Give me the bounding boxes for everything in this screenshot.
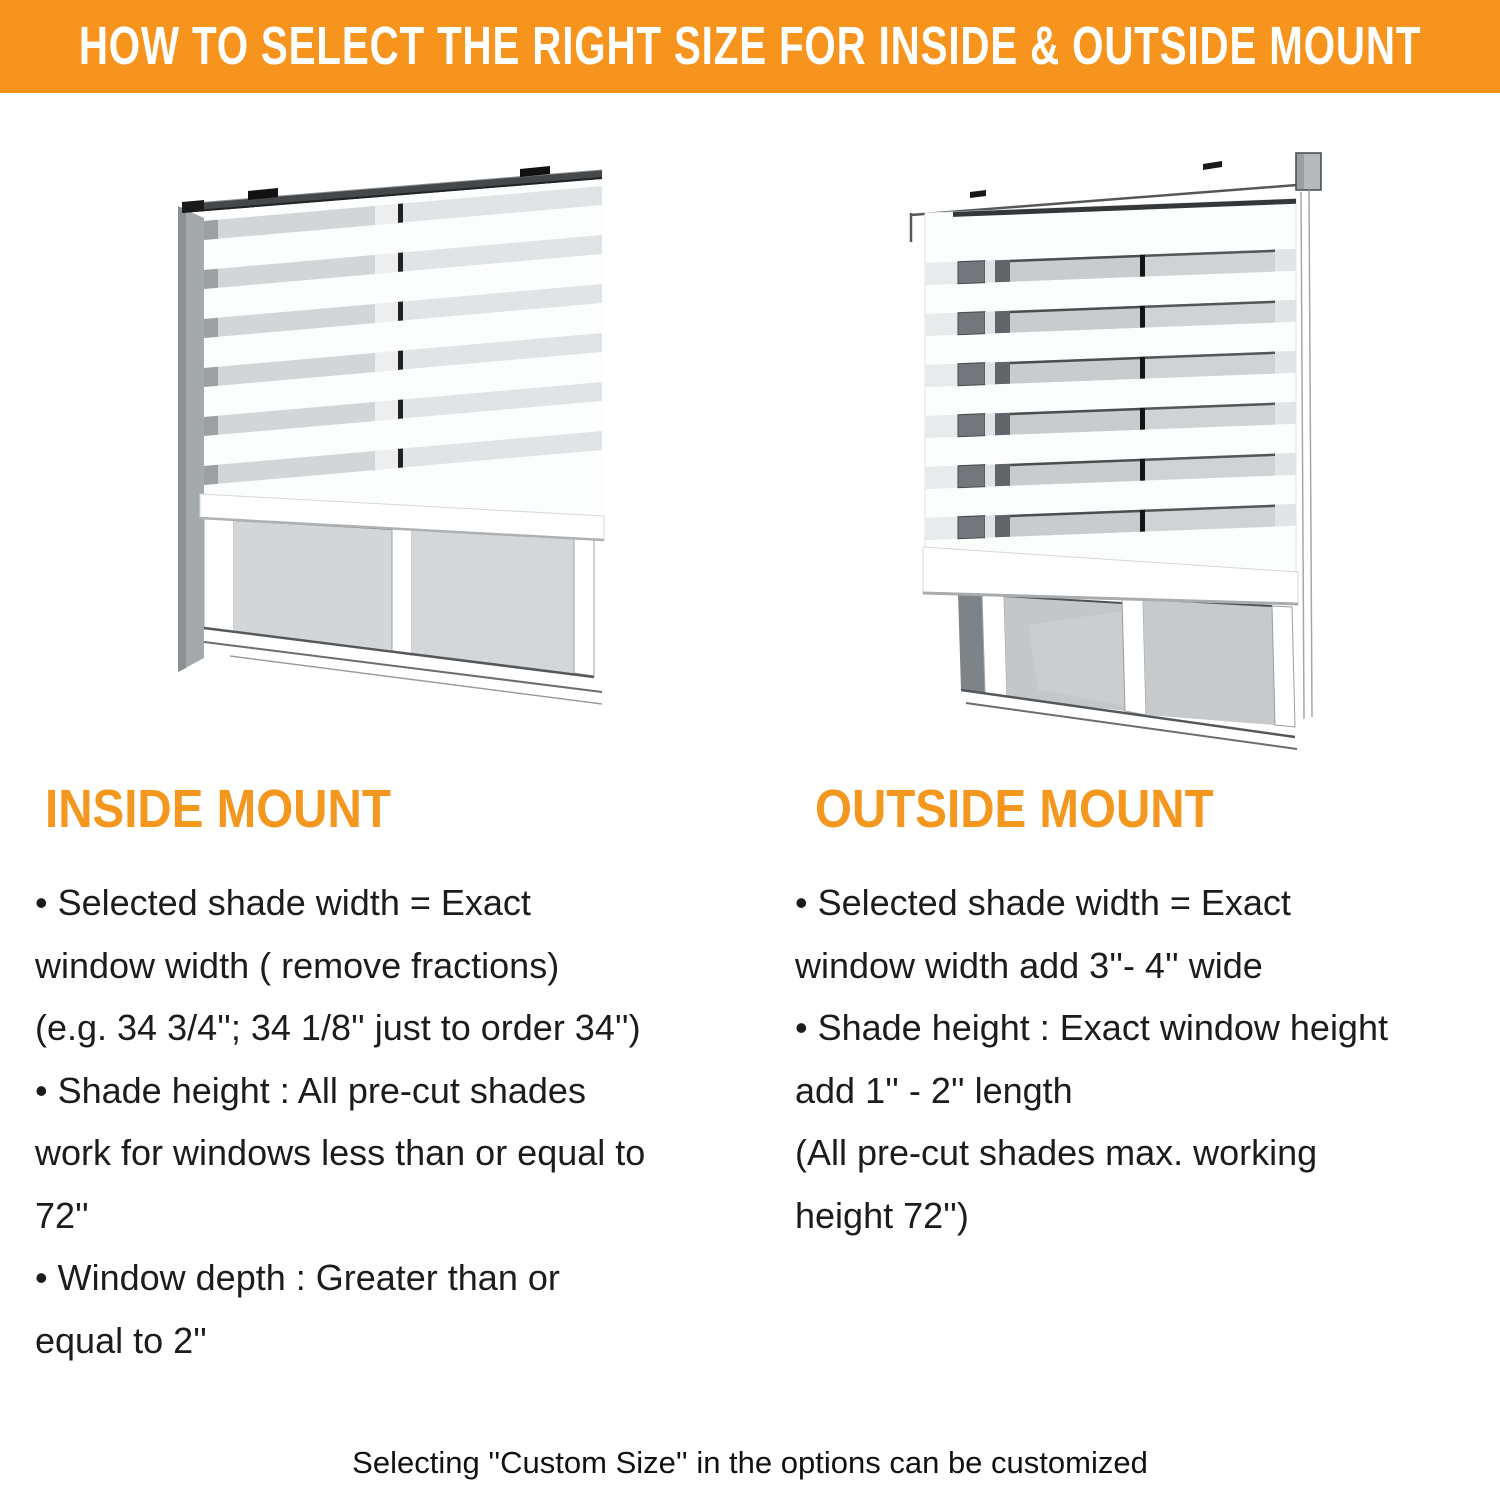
text-line: add 1'' - 2'' length: [795, 1069, 1073, 1111]
outside-mount-illustration: [898, 145, 1330, 763]
text-line: window width ( remove fractions): [35, 944, 560, 986]
custom-size-note: Selecting ''Custom Size'' in the options can be customized: [352, 1445, 1148, 1480]
text-line: work for windows less than or equal to: [35, 1132, 646, 1173]
outside-mount-text: [795, 872, 1495, 1247]
text-line: • Selected shade width = Exact: [35, 882, 531, 923]
text-line: 72'': [35, 1194, 89, 1236]
inside-mount-heading: INSIDE MOUNT: [45, 779, 391, 839]
outside-mount-heading: OUTSIDE MOUNT: [815, 779, 1214, 839]
inside-mount-illustration: [170, 158, 658, 706]
text-line: equal to 2'': [35, 1319, 207, 1361]
text-line: • Selected shade width = Exact: [795, 882, 1291, 923]
text-line: • Shade height : All pre-cut shades: [35, 1069, 586, 1111]
inside-mount-text: [35, 872, 735, 1372]
text-line: height 72''): [795, 1194, 969, 1236]
text-line: • Window depth : Greater than or: [35, 1257, 560, 1298]
text-line: (All pre-cut shades max. working: [795, 1132, 1318, 1173]
page-title: HOW TO SELECT THE RIGHT SIZE FOR INSIDE & OUTSIDE MOUNT: [78, 16, 1422, 77]
text-line: • Shade height : Exact window height: [795, 1007, 1388, 1048]
text-line: window width add 3''- 4'' wide: [795, 944, 1263, 986]
text-line: (e.g. 34 3/4''; 34 1/8'' just to order 34''): [35, 1007, 641, 1048]
title-banner: [0, 0, 1500, 93]
